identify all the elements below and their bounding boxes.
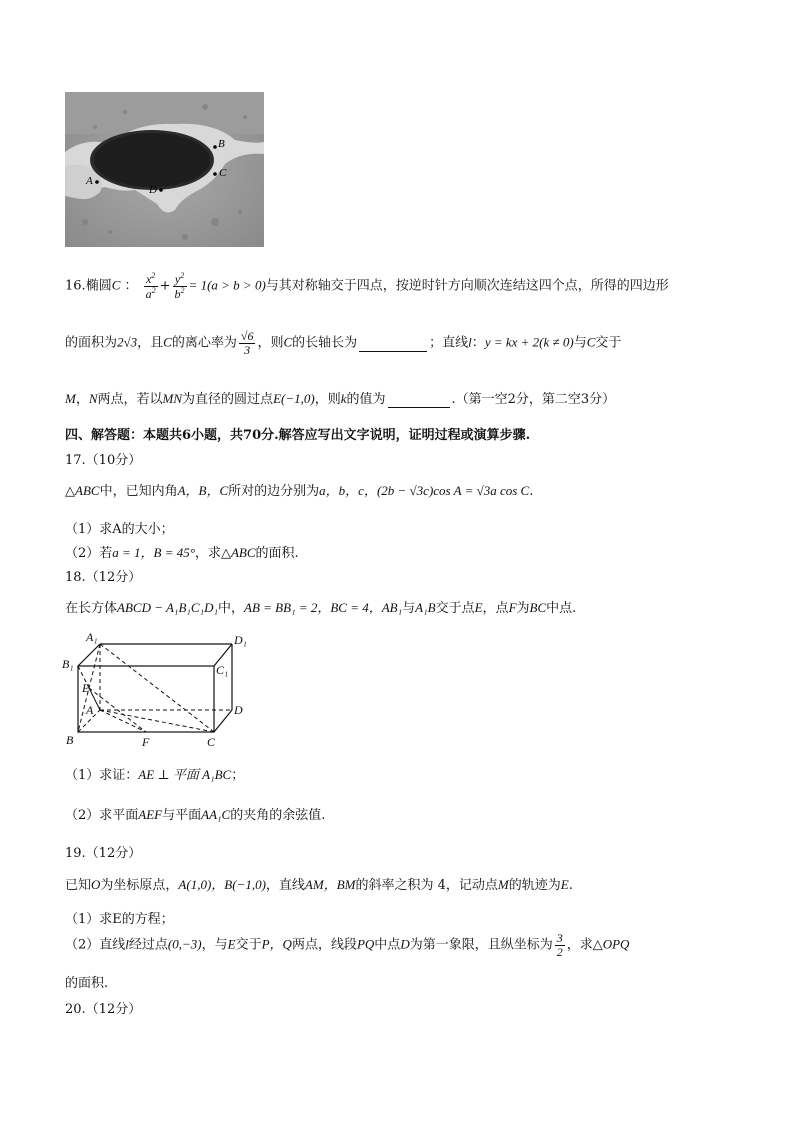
q16-eccentricity: $\frac{√6}{3}$ — [240, 329, 254, 357]
q19-text: . — [568, 878, 573, 893]
q19-text: 交于 — [235, 937, 262, 953]
q19-text: 经过点 — [128, 937, 168, 953]
q16-text: 交于 — [595, 335, 622, 351]
q16-text: ，则 — [314, 392, 341, 407]
q18-text: 在长方体 — [65, 601, 118, 616]
q18-text: 中， — [218, 601, 245, 616]
label-d1: D₁ — [234, 633, 247, 647]
q19-line1 — [65, 874, 573, 893]
label-c1: C₁ — [216, 663, 229, 677]
q18-header: 18.（12分） — [65, 570, 142, 585]
q16-ellipse-name: C — [111, 277, 121, 293]
q17-text: . — [529, 484, 534, 499]
q16-ellipse-name: C — [163, 334, 172, 350]
label-b1: B₁ — [62, 657, 74, 671]
q17-text: ，求 — [194, 546, 221, 561]
q17-angles: A，B，C — [177, 483, 229, 498]
q18-segment: A₁B — [415, 600, 436, 615]
q18-point-e: E — [474, 600, 483, 615]
q18-claim: AE ⊥ 平面 A₁BC — [138, 767, 232, 782]
section-title: 四、解答题：本题共6小题，共70分.解答应写出文字说明，证明过程或演算步骤. — [65, 428, 531, 443]
q16-text: 的离心率为 — [171, 335, 237, 351]
q18-text: 中点. — [546, 601, 577, 616]
q20-header: 20.（12分） — [65, 1002, 142, 1017]
q16-line2: 的面积为2√3，且C的离心率为 $\frac{√6}{3}$ ，则C的长轴长为 ；直线l：y = kx + 2(k ≠ 0)与C交于 — [65, 329, 622, 357]
q16-area: 2√3 — [117, 334, 138, 350]
label-e: E — [82, 681, 90, 695]
q19-curve-e: E — [227, 936, 236, 952]
q16-line1: 16.椭圆C ： $\frac{x^2}{a^2}$ + $\frac{y^2}{b^2}$ = 1(a > b > 0)与其对称轴交于四点，按逆时针方向顺次连结这四个点，所得的四边形 — [65, 271, 669, 301]
q18-text: 与平面 — [162, 808, 202, 823]
q16-segment-mn: MN — [162, 391, 183, 406]
q19-text: 为第一象限，且纵坐标为 — [409, 937, 553, 953]
q18-text: 为 — [516, 601, 530, 616]
q18-text: （1）求证： — [65, 768, 139, 783]
q19-points: A(1,0)，B(−1,0) — [178, 877, 266, 892]
q19-text: ，求 — [566, 937, 593, 953]
photo-point-d — [159, 188, 163, 192]
q16-text: 与其对称轴交于四点，按逆时针方向顺次连结这四个点，所得的四边形 — [265, 278, 669, 294]
q19-origin: O — [91, 877, 101, 892]
q19-point-d: D — [400, 936, 410, 952]
q18-text: 与 — [402, 601, 416, 616]
q16-text: ，且 — [137, 335, 164, 351]
q17-text: （2）若 — [65, 546, 113, 561]
q16-line3 — [65, 388, 615, 408]
q17-part2 — [65, 542, 299, 561]
q16-text: ；直线 — [429, 335, 469, 351]
q16-line-eq: y = kx + 2(k ≠ 0) — [484, 334, 574, 350]
q17-text: 所对的边分别为 — [228, 484, 320, 499]
photo-point-a — [95, 180, 99, 184]
q16-text: .（第一空2分，第二空3分） — [451, 392, 616, 407]
q16-text: ，则 — [257, 335, 284, 351]
answer-blank-2[interactable] — [388, 392, 450, 408]
q16-text: 的长轴长为 — [292, 335, 358, 351]
q19-segment-pq: PQ — [356, 936, 375, 952]
photo-label-b: B — [218, 138, 225, 150]
q18-point-f: F — [508, 600, 517, 615]
q16-point-n: N — [88, 391, 98, 406]
q19-points-pq: P，Q — [261, 936, 292, 952]
label-f: F — [142, 735, 150, 749]
photo-label-c: C — [219, 167, 227, 179]
q19-curve-e: E — [560, 877, 569, 892]
q18-text: （2）求平面 — [65, 808, 139, 823]
photo-point-b — [213, 145, 217, 149]
q17-sides: a，b，c， — [319, 483, 377, 498]
lake-photo — [65, 92, 264, 247]
q16-ellipse-name: C — [586, 334, 596, 350]
q19-text: ，直线 — [265, 878, 305, 893]
cuboid-figure — [62, 628, 252, 752]
q17-triangle: △ABC — [220, 545, 256, 560]
lake-photo-graphic — [65, 92, 264, 247]
label-b: B — [66, 733, 74, 747]
q16-text: 与 — [573, 335, 587, 351]
q18-part2 — [65, 804, 325, 823]
q19-text: ，与 — [201, 937, 228, 953]
q17-triangle: △ABC — [65, 483, 100, 498]
q19-line-l: l — [125, 936, 129, 952]
q16-text: ， — [75, 392, 89, 407]
q17-part1: （1）求A的大小； — [65, 522, 174, 537]
label-a1: A₁ — [86, 630, 98, 644]
label-a: A — [86, 703, 94, 717]
label-c: C — [207, 735, 216, 749]
q18-plane-aef: AEF — [138, 807, 163, 822]
q17-text: 中，已知内角 — [99, 484, 178, 499]
q19-text: 两点，线段 — [291, 937, 357, 953]
q18-text: 交于点 — [435, 601, 475, 616]
q19-text: 的斜率之积为 4，记动点 — [355, 878, 498, 893]
q19-text: 为坐标原点， — [100, 878, 179, 893]
q18-plane-aa1c: AA₁C — [201, 807, 231, 822]
q18-text: ，点 — [482, 601, 509, 616]
q19-point-m: M — [497, 877, 509, 892]
photo-label-a: A — [86, 175, 93, 187]
cuboid-diagram — [62, 628, 252, 752]
q19-text: 中点 — [374, 937, 401, 953]
q17-text: 的面积. — [255, 546, 299, 561]
q19-header: 19.（12分） — [65, 846, 142, 861]
q19-text: （2）直线 — [65, 937, 126, 953]
label-d: D — [234, 703, 243, 717]
q18-line1 — [65, 597, 576, 616]
q16-number: 16. — [65, 278, 86, 294]
q18-text: ； — [231, 768, 245, 783]
q18-given: AB = BB₁ = 2，BC = 4，AB₁ — [244, 600, 403, 615]
q16-point-m: M — [65, 391, 76, 406]
q16-text: 为直径的圆过点 — [182, 392, 274, 407]
q16-frac-y: $\frac{y^2}{b^2}$ — [174, 271, 185, 301]
q17-header: 17.（10分） — [65, 453, 142, 468]
q16-frac-x: $\frac{x^2}{a^2}$ — [145, 271, 156, 301]
q18-text: 的夹角的余弦值. — [230, 808, 326, 823]
answer-blank-1[interactable] — [359, 336, 427, 352]
q16-text: 的值为 — [346, 392, 386, 407]
q16-text: 椭圆 — [85, 278, 112, 294]
q19-part2-cont: 的面积. — [65, 976, 109, 991]
q17-given: a = 1，B = 45° — [112, 545, 195, 560]
q16-text: 两点，若以 — [97, 392, 163, 407]
q19-part2 — [65, 932, 629, 958]
photo-point-c — [213, 172, 217, 176]
q18-part1 — [65, 764, 244, 783]
q19-point: (0,−3) — [167, 936, 202, 952]
q17-equation: (2b − √3c)cos A = √3a cos C — [376, 483, 530, 498]
q19-text: 的轨迹为 — [508, 878, 561, 893]
q17-line1 — [65, 480, 533, 499]
q16-point-e: E(−1,0) — [273, 391, 315, 406]
q16-ellipse-name: C — [283, 334, 293, 350]
q18-solid: ABCD − A₁B₁C₁D₁ — [117, 600, 219, 615]
q19-text: 已知 — [65, 878, 92, 893]
q19-fraction: $\frac{3}{2}$ — [556, 931, 563, 959]
q19-part1: （1）求E的方程； — [65, 912, 174, 927]
q19-lines: AM，BM — [304, 877, 356, 892]
q16-var-k: k — [340, 391, 347, 406]
q16-text: 的面积为 — [65, 335, 118, 351]
q18-segment-bc: BC — [529, 600, 547, 615]
photo-label-d: D — [149, 184, 157, 196]
q19-triangle: △OPQ — [592, 936, 630, 952]
q16-line-name: l — [468, 334, 472, 350]
